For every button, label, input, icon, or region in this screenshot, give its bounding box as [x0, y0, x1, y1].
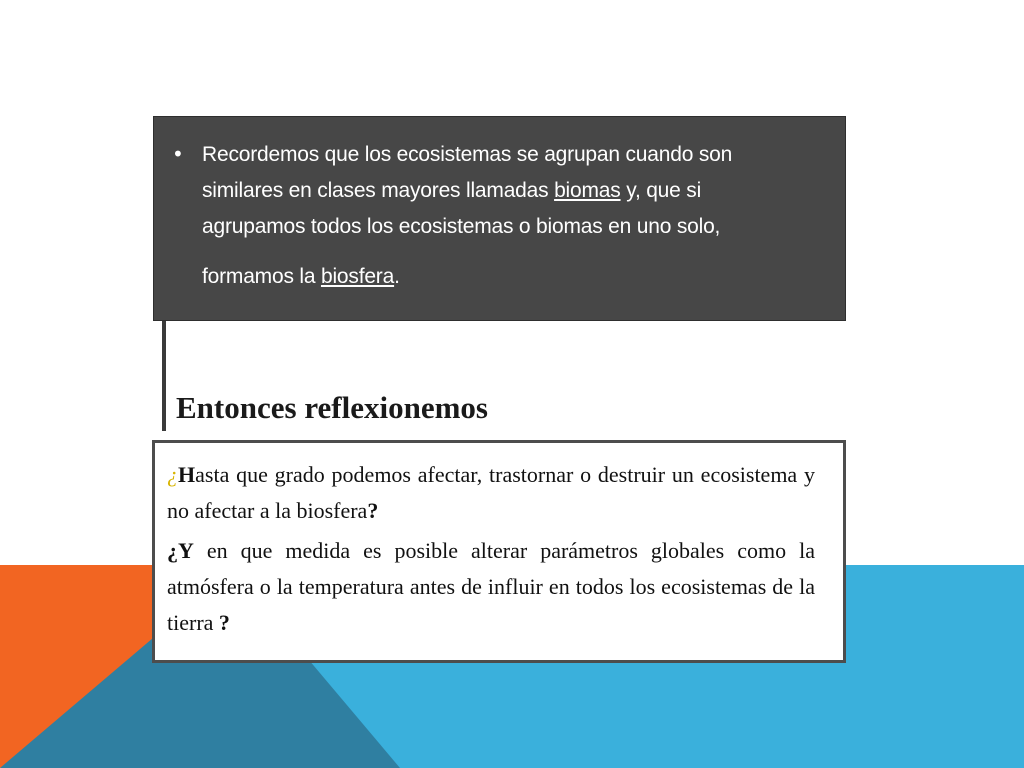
section-heading: Entonces reflexionemos — [176, 390, 488, 425]
intro-line-2a: similares en clases mayores llamadas — [202, 179, 555, 202]
biomas-term: biomas — [554, 179, 621, 202]
intro-bullet-text — [202, 137, 832, 295]
intro-bullet-box — [153, 116, 846, 321]
intro-line-4b: . — [394, 265, 400, 288]
question-2-open: ¿Y — [167, 538, 194, 563]
questions-box — [152, 440, 846, 663]
intro-line-1: Recordemos que los ecosistemas se agrupan cuando son — [202, 143, 733, 166]
question-1 — [167, 457, 815, 529]
intro-line-4 — [202, 259, 832, 295]
question-1-initial: H — [178, 462, 196, 487]
bullet-dot-icon: • — [172, 142, 184, 166]
biosfera-term: biosfera — [320, 265, 395, 288]
intro-line-3: agrupamos todos los ecosistemas o biomas en uno solo, — [202, 215, 721, 238]
connector-line — [162, 321, 166, 431]
intro-line-2b: y, que si — [620, 179, 702, 202]
question-1-body: asta que grado podemos afectar, trastornar o destruir un ecosistema y no afectar a la biosfera — [167, 462, 815, 523]
question-2-close-mark: ? — [218, 610, 230, 635]
questions-text — [167, 457, 815, 641]
question-2 — [167, 533, 815, 641]
intro-line-4a: formamos la — [202, 265, 321, 288]
question-1-open-mark: ¿ — [167, 462, 178, 487]
question-2-body: en que medida es posible alterar parámetros globales como la atmósfera o la temperatura antes de influir en todos los ecosistemas de la tierra — [167, 538, 815, 635]
question-1-close-mark: ? — [367, 498, 379, 523]
